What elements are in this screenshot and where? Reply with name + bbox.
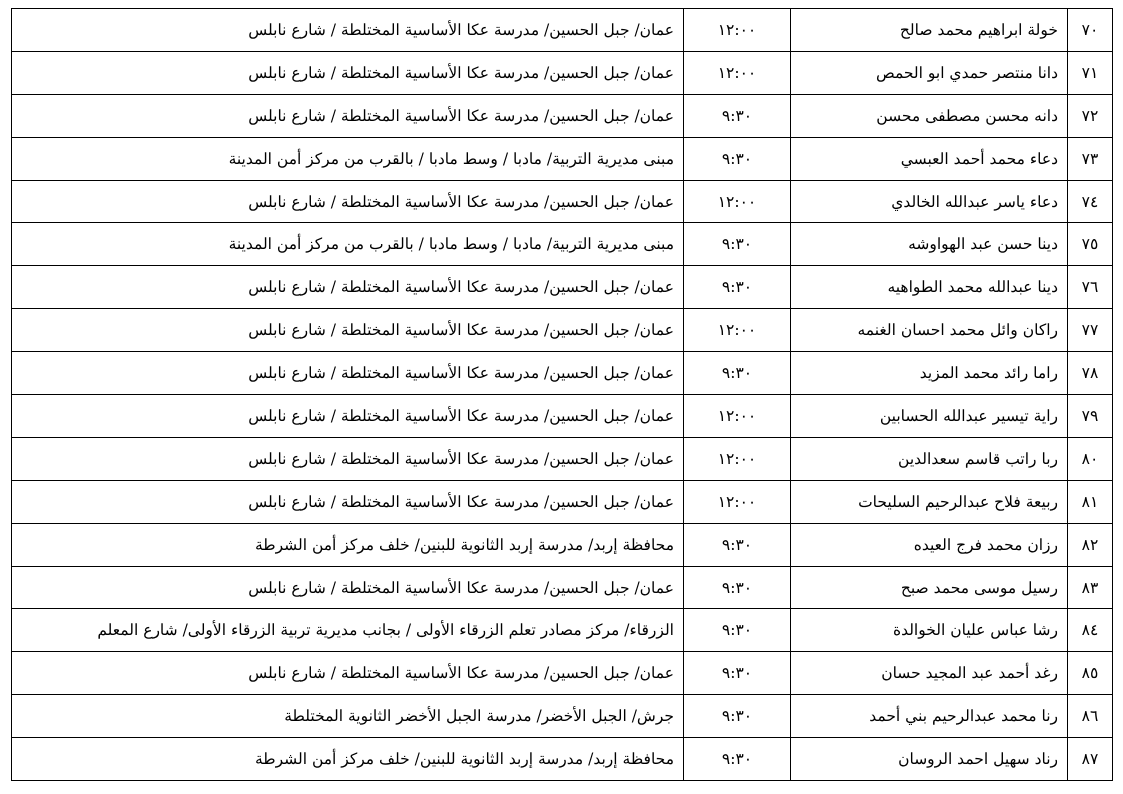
candidate-name: ربيعة فلاح عبدالرحيم السليحات [791, 480, 1068, 523]
exam-location: جرش/ الجبل الأخضر/ مدرسة الجبل الأخضر الثانوية المختلطة [12, 695, 684, 738]
exam-location: عمان/ جبل الحسين/ مدرسة عكا الأساسية المختلطة / شارع نابلس [12, 566, 684, 609]
candidate-name: دانا منتصر حمدي ابو الحمص [791, 51, 1068, 94]
table-row [12, 738, 1113, 781]
schedule-table-body [12, 9, 1113, 781]
table-row [12, 652, 1113, 695]
candidate-name: دينا حسن عبد الهواوشه [791, 223, 1068, 266]
exam-location: عمان/ جبل الحسين/ مدرسة عكا الأساسية المختلطة / شارع نابلس [12, 9, 684, 52]
exam-time: ٩:٣٠ [684, 652, 791, 695]
exam-time: ٩:٣٠ [684, 266, 791, 309]
table-row [12, 523, 1113, 566]
row-number: ٧٩ [1068, 395, 1113, 438]
candidate-name: رشا عباس عليان الخوالدة [791, 609, 1068, 652]
row-number: ٧٥ [1068, 223, 1113, 266]
row-number: ٨٦ [1068, 695, 1113, 738]
table-row [12, 437, 1113, 480]
table-row [12, 180, 1113, 223]
exam-time: ١٢:٠٠ [684, 437, 791, 480]
table-row [12, 352, 1113, 395]
candidate-name: رغد أحمد عبد المجيد حسان [791, 652, 1068, 695]
candidate-name: راكان وائل محمد احسان الغنمه [791, 309, 1068, 352]
exam-time: ١٢:٠٠ [684, 309, 791, 352]
exam-time: ٩:٣٠ [684, 695, 791, 738]
exam-time: ٩:٣٠ [684, 137, 791, 180]
exam-location: عمان/ جبل الحسين/ مدرسة عكا الأساسية المختلطة / شارع نابلس [12, 480, 684, 523]
table-row [12, 480, 1113, 523]
row-number: ٨٧ [1068, 738, 1113, 781]
exam-time: ٩:٣٠ [684, 223, 791, 266]
exam-time: ٩:٣٠ [684, 566, 791, 609]
table-row [12, 51, 1113, 94]
table-row [12, 223, 1113, 266]
exam-location: عمان/ جبل الحسين/ مدرسة عكا الأساسية المختلطة / شارع نابلس [12, 180, 684, 223]
table-row [12, 609, 1113, 652]
row-number: ٧٨ [1068, 352, 1113, 395]
candidate-name: دعاء ياسر عبدالله الخالدي [791, 180, 1068, 223]
exam-location: عمان/ جبل الحسين/ مدرسة عكا الأساسية المختلطة / شارع نابلس [12, 94, 684, 137]
table-row [12, 566, 1113, 609]
row-number: ٨١ [1068, 480, 1113, 523]
candidate-name: دانه محسن مصطفى محسن [791, 94, 1068, 137]
row-number: ٧٣ [1068, 137, 1113, 180]
table-row [12, 395, 1113, 438]
row-number: ٧١ [1068, 51, 1113, 94]
candidate-name: دينا عبدالله محمد الطواهيه [791, 266, 1068, 309]
exam-location: عمان/ جبل الحسين/ مدرسة عكا الأساسية المختلطة / شارع نابلس [12, 266, 684, 309]
exam-location: مبنى مديرية التربية/ مادبا / وسط مادبا / بالقرب من مركز أمن المدينة [12, 137, 684, 180]
candidate-name: رنا محمد عبدالرحيم بني أحمد [791, 695, 1068, 738]
row-number: ٨٣ [1068, 566, 1113, 609]
exam-time: ٩:٣٠ [684, 738, 791, 781]
table-row [12, 266, 1113, 309]
exam-location: عمان/ جبل الحسين/ مدرسة عكا الأساسية المختلطة / شارع نابلس [12, 437, 684, 480]
exam-time: ٩:٣٠ [684, 94, 791, 137]
exam-location: عمان/ جبل الحسين/ مدرسة عكا الأساسية المختلطة / شارع نابلس [12, 395, 684, 438]
candidate-name: دعاء محمد أحمد العبسي [791, 137, 1068, 180]
exam-time: ٩:٣٠ [684, 609, 791, 652]
row-number: ٧٦ [1068, 266, 1113, 309]
exam-location: عمان/ جبل الحسين/ مدرسة عكا الأساسية المختلطة / شارع نابلس [12, 652, 684, 695]
exam-time: ٩:٣٠ [684, 352, 791, 395]
schedule-table [11, 8, 1113, 781]
table-row [12, 695, 1113, 738]
exam-time: ١٢:٠٠ [684, 51, 791, 94]
row-number: ٧٧ [1068, 309, 1113, 352]
exam-time: ١٢:٠٠ [684, 9, 791, 52]
table-row [12, 9, 1113, 52]
exam-time: ٩:٣٠ [684, 523, 791, 566]
row-number: ٧٠ [1068, 9, 1113, 52]
exam-time: ١٢:٠٠ [684, 180, 791, 223]
exam-time: ١٢:٠٠ [684, 480, 791, 523]
exam-location: عمان/ جبل الحسين/ مدرسة عكا الأساسية المختلطة / شارع نابلس [12, 309, 684, 352]
exam-location: محافظة إربد/ مدرسة إربد الثانوية للبنين/ خلف مركز أمن الشرطة [12, 523, 684, 566]
candidate-name: رناد سهيل احمد الروسان [791, 738, 1068, 781]
row-number: ٨٥ [1068, 652, 1113, 695]
exam-location: عمان/ جبل الحسين/ مدرسة عكا الأساسية المختلطة / شارع نابلس [12, 352, 684, 395]
exam-time: ١٢:٠٠ [684, 395, 791, 438]
exam-location: عمان/ جبل الحسين/ مدرسة عكا الأساسية المختلطة / شارع نابلس [12, 51, 684, 94]
exam-location: الزرقاء/ مركز مصادر تعلم الزرقاء الأولى / بجانب مديرية تربية الزرقاء الأولى/ شارع المعلم [12, 609, 684, 652]
row-number: ٨٢ [1068, 523, 1113, 566]
row-number: ٧٤ [1068, 180, 1113, 223]
candidate-name: راية تيسير عبدالله الحسابين [791, 395, 1068, 438]
table-row [12, 309, 1113, 352]
candidate-name: راما رائد محمد المزيد [791, 352, 1068, 395]
candidate-name: رزان محمد فرج العيده [791, 523, 1068, 566]
candidate-name: ربا راتب قاسم سعدالدين [791, 437, 1068, 480]
table-row [12, 137, 1113, 180]
table-row [12, 94, 1113, 137]
exam-location: محافظة إربد/ مدرسة إربد الثانوية للبنين/ خلف مركز أمن الشرطة [12, 738, 684, 781]
row-number: ٨٠ [1068, 437, 1113, 480]
candidate-name: رسيل موسى محمد صبح [791, 566, 1068, 609]
row-number: ٨٤ [1068, 609, 1113, 652]
candidate-name: خولة ابراهيم محمد صالح [791, 9, 1068, 52]
row-number: ٧٢ [1068, 94, 1113, 137]
exam-location: مبنى مديرية التربية/ مادبا / وسط مادبا / بالقرب من مركز أمن المدينة [12, 223, 684, 266]
